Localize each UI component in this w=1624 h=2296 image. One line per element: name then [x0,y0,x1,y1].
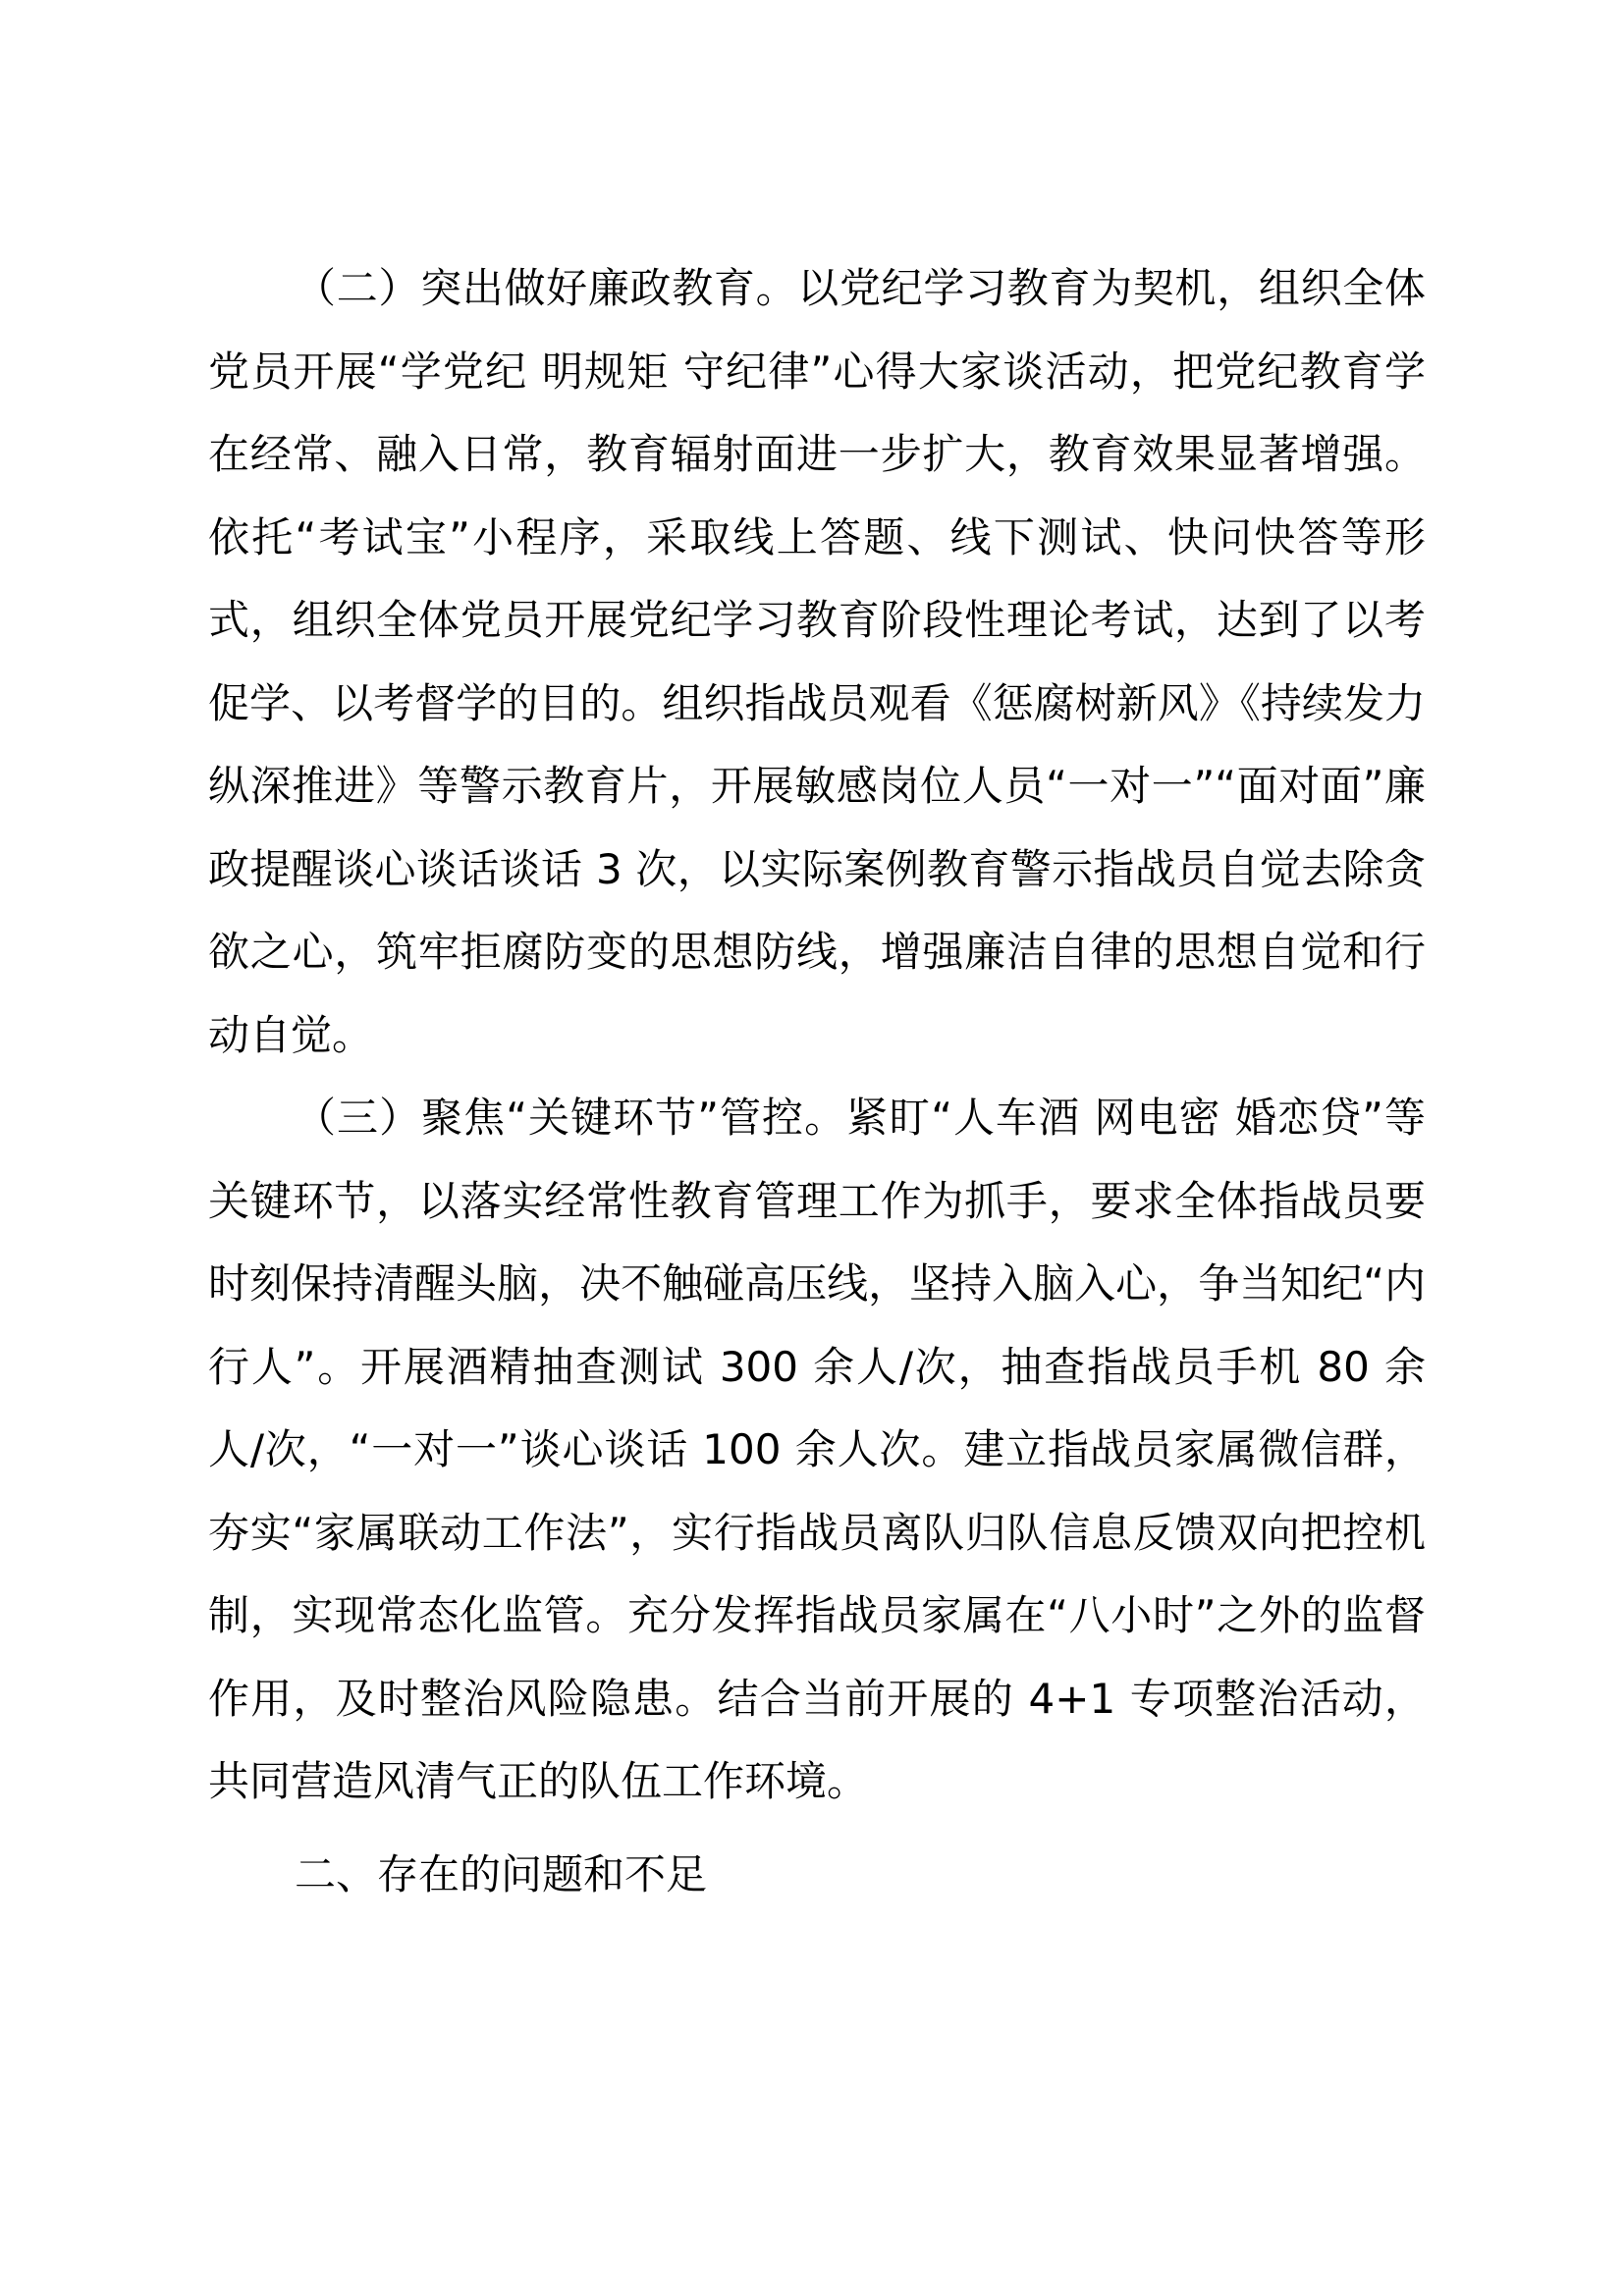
document-body [208,247,1426,1916]
section-heading-problems: 二、存在的问题和不足 [295,1849,708,1898]
paragraph-clean-governance-education: （二）突出做好廉政教育。以党纪学习教育为契机，组织全体党员开展“学党纪 明规矩 守纪律”心得大家谈活动，把党纪教育学在经常、融入日常，教育辐射面进一步扩大，教育效果显著增强。依托“考试宝”小程序，采取线上答题、线下测试、快问快答等形式，组织全体党员开展党纪学习教育阶段性理论考试，达到了以考促学、以考督学的目的。组织指战员观看《惩腐树新风》《持续发力 纵深推进》等警示教育片，开展敏感岗位人员“一对一”“面对面”廉政提醒谈心谈话谈话 3 次，以实际案例教育警示指战员自觉去除贪欲之心，筑牢拒腐防变的思想防线，增强廉洁自律的思想自觉和行动自觉。 [208,264,1426,1059]
paragraph-key-link-control: （三）聚焦“关键环节”管控。紧盯“人车酒 网电密 婚恋贷”等关键环节，以落实经常性教育管理工作为抓手，要求全体指战员要时刻保持清醒头脑，决不触碰高压线，坚持入脑入心，争当知纪“内行人”。开展酒精抽查测试 300 余人/次，抽查指战员手机 80 余人/次，“一对一”谈心谈话 100 余人次。建立指战员家属微信群，夯实“家属联动工作法”，实行指战员离队归队信息反馈双向把控机制，实现常态化监管。充分发挥指战员家属在“八小时”之外的监督作用，及时整治风险隐患。结合当前开展的 4+1 专项整治活动，共同营造风清气正的队伍工作环境。 [208,1094,1426,1805]
